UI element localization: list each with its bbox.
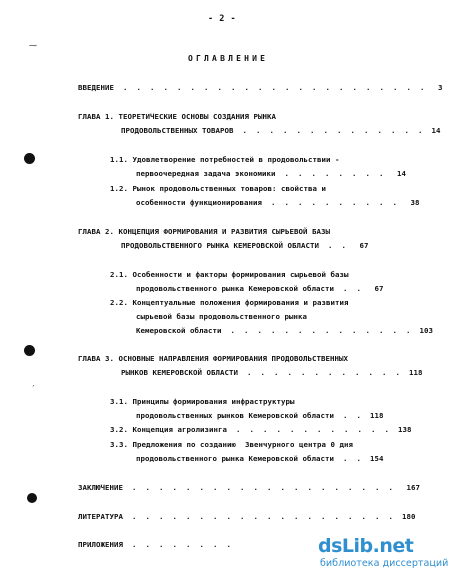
toc-chapter-2-line-2: ПРОДОВОЛЬСТВЕННОГО РЫНКА КЕМЕРОВСКОЙ ОБЛАСТИ . . 67 — [121, 241, 369, 250]
dslib-logo-part: Lib — [341, 535, 373, 557]
toc-entry-intro: ВВЕДЕНИЕ . . . . . . . . . . . . . . . . . . . . . . . 3 — [78, 83, 443, 92]
toc-section-3-1-line-2: продовольственных рынков Кемеровской области . . 118 — [136, 411, 384, 420]
toc-section-1-1-line-2: первоочередная задача экономики . . . . . . . . 14 — [136, 169, 406, 178]
toc-section-1-2-line-2: особенности функционирования . . . . . . . . . . 38 — [136, 198, 420, 207]
toc-section-3-3-line-2: продовольственного рынка Кемеровской области . . 154 — [136, 454, 384, 463]
dslib-subtitle: библиотека диссертаций — [320, 558, 449, 569]
toc-section-3-3-line-1: 3.3. Предложения по созданию Звенчурного центра 0 дня — [110, 440, 353, 449]
toc-section-2-1-line-1: 2.1. Особенности и факторы формирования сырьевой базы — [110, 270, 349, 279]
page-number: - 2 - — [208, 14, 237, 24]
toc-section-2-2-line-3: Кемеровской области . . . . . . . . . . . . . . 103 — [136, 326, 433, 335]
toc-chapter-1-line-2: ПРОДОВОЛЬСТВЕННЫХ ТОВАРОВ . . . . . . . . . . . . . . 14 — [121, 126, 441, 135]
dslib-logo-part: ds — [318, 535, 342, 557]
toc-chapter-3-line-2: РЫНКОВ КЕМЕРОВСКОЙ ОБЛАСТИ . . . . . . . . . . . . 118 — [121, 368, 423, 377]
toc-section-1-2-line-1: 1.2. Рынок продовольственных товаров: свойства и — [110, 184, 326, 193]
toc-section-3-2: 3.2. Концепция агролизинга . . . . . . . . . . . . 138 — [110, 425, 412, 434]
toc-section-2-2-line-2: сырьевой базы продовольственного рынка — [136, 312, 307, 321]
binder-hole-mark — [27, 493, 37, 503]
toc-entry-appendix: ПРИЛОЖЕНИЯ . . . . . . . . — [78, 540, 231, 549]
toc-chapter-2-line-1: ГЛАВА 2. КОНЦЕПЦИЯ ФОРМИРОВАНИЯ И РАЗВИТИЯ СЫРЬЕВОЙ БАЗЫ — [78, 227, 330, 236]
dslib-logo-part: .net — [372, 535, 414, 557]
toc-chapter-3-line-1: ГЛАВА 3. ОСНОВНЫЕ НАПРАВЛЕНИЯ ФОРМИРОВАНИЯ ПРОДОВОЛЬСТВЕННЫХ — [78, 354, 348, 363]
scan-speck-mark: ˏ — [31, 377, 36, 386]
toc-section-2-1-line-2: продовольственного рынка Кемеровской области . . 67 — [136, 284, 384, 293]
document-title: ОГЛАВЛЕНИЕ — [188, 54, 269, 63]
toc-chapter-1-line-1: ГЛАВА 1. ТЕОРЕТИЧЕСКИЕ ОСНОВЫ СОЗДАНИЯ РЫНКА — [78, 112, 276, 121]
binder-hole-mark — [24, 153, 35, 164]
toc-section-1-1-line-1: 1.1. Удовлетворение потребностей в продовольствии - — [110, 155, 340, 164]
toc-entry-conclusion: ЗАКЛЮЧЕНИЕ . . . . . . . . . . . . . . . . . . . . 167 — [78, 483, 420, 492]
toc-entry-literature: ЛИТЕРАТУРА . . . . . . . . . . . . . . . . . . . . 180 — [78, 512, 416, 521]
toc-section-2-2-line-1: 2.2. Концептуальные положения формирования и развития — [110, 298, 349, 307]
binder-hole-mark — [24, 345, 35, 356]
dslib-watermark — [318, 535, 449, 573]
toc-section-3-1-line-1: 3.1. Принципы формирования инфраструктуры — [110, 397, 295, 406]
dslib-logo — [318, 535, 413, 557]
scan-speck-mark: ⁓ — [29, 41, 37, 50]
